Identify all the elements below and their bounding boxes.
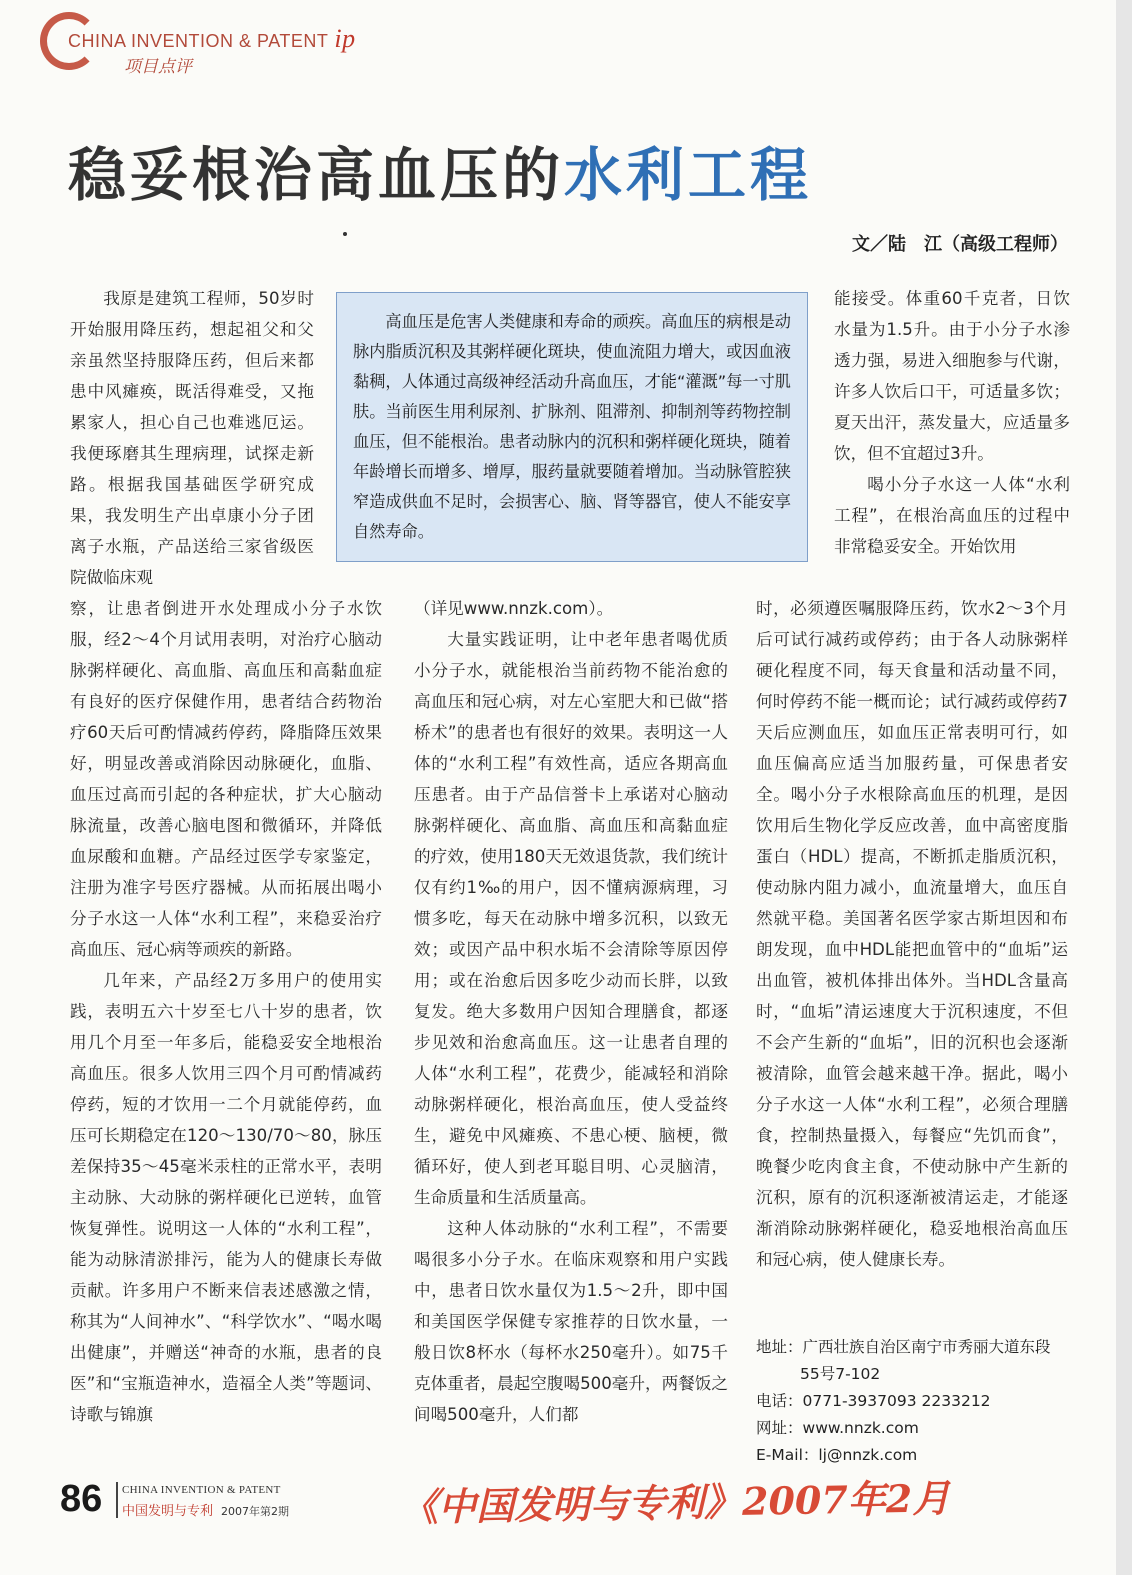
address: 广西壮族自治区南宁市秀丽大道东段 (802, 1338, 1051, 1356)
article-title-main: 稳妥根治高血压的 (68, 141, 565, 209)
address-row-2: 55号7-102 (800, 1365, 881, 1383)
column-1-upper (70, 283, 314, 593)
handwritten-note: 《中国发明与专利》2007年2月 (399, 1475, 951, 1530)
article-byline: 文／陆 江（高级工程师） (852, 234, 1068, 255)
paragraph-continued: 察，让患者倒进开水处理成小分子水饮服，经2～4个月试用表明，对治疗心脑动脉粥样硬化、高血脂、高血压和高黏血症有良好的医疗保健作用，患者结合药物治疗60天后可酌情减药停药，降脂降压效果好，明显改善或消除因动脉硬化，血脂、血压过高而引起的各种症状，扩大心脑动脉流量，改善心脑电图和微循环，并降低血尿酸和血糖。产品经过医学专家鉴定，注册为准字号医疗器械。从而拓展出喝小分子水这一人体“水利工程”，来稳妥治疗高血压、冠心病等顽疾的新路。 (70, 599, 382, 959)
paragraph-continued: （详见www.nnzk.com）。 (414, 599, 614, 618)
footer-divider (116, 1482, 118, 1518)
column-2 (414, 593, 728, 1430)
website: www.nnzk.com (802, 1419, 919, 1437)
paragraph: 喝小分子水这一人体“水利工程”，在根治高血压的过程中非常稳妥安全。开始饮用 (834, 475, 1070, 556)
article-title-highlight: 水利工程 (564, 141, 813, 209)
footer-issue: 2007年第2期 (221, 1505, 290, 1518)
page-footer (60, 1475, 1120, 1530)
abstract-text: 高血压是危害人类健康和寿命的顽疾。高血压的病根是动脉内脂质沉积及其粥样硬化斑块，使血流阻力增大，或因血液黏稠，人体通过高级神经活动升高血压，才能“灌溉”每一寸肌肤。当前医生用利尿剂、扩脉剂、阻滞剂、抑制剂等药物控制血压，但不能根治。患者动脉内的沉积和粥样硬化斑块，随着年龄增长而增多、增厚，服药量就要随着增加。当动脉管腔狭窄造成供血不足时，会损害心、脑、肾等器官，使人不能安享自然寿命。 (353, 312, 791, 541)
email: lj@nnzk.com (818, 1446, 918, 1464)
phone: 0771-3937093 2233212 (802, 1392, 991, 1410)
footer-journal-cn: 中国发明与专利 2007年第2期 (122, 1504, 290, 1519)
section-label: 项目点评 (124, 57, 192, 77)
address-row: 地址：广西壮族自治区南宁市秀丽大道东段 (756, 1338, 1051, 1356)
paragraph: 这种人体动脉的“水利工程”，不需要喝很多小分子水。在临床观察和用户实践中，患者日饮水量仅为1.5～2升，即中国和美国医学保健专家推荐的日饮水量，一般日饮8杯水（每杯水250毫升）。如75千克体重者，晨起空腹喝500毫升，两餐饭之间喝500毫升，人们都 (414, 1219, 728, 1424)
phone-row: 电话：0771-3937093 2233212 (756, 1392, 991, 1410)
email-row: E-Mail：lj@nnzk.com (756, 1446, 918, 1464)
paragraph: 我原是建筑工程师，50岁时开始服用降压药，想起祖父和父亲虽然坚持服降压药，但后来都患中风瘫痪，既活得难受，又拖累家人，担心自己也难逃厄运。我便琢磨其生理病理，试探走新路。根据我国基础医学研究成果，我发明生产出卓康小分子团离子水瓶，产品送给三家省级医院做临床观 (70, 289, 314, 587)
journal-header-ip: ip (334, 24, 356, 53)
website-row: 网址：www.nnzk.com (756, 1419, 919, 1437)
paragraph: 大量实践证明，让中老年患者喝优质小分子水，就能根治当前药物不能治愈的高血压和冠心病，对左心室肥大和已做“搭桥术”的患者也有很好的效果。表明这一人体的“水利工程”有效性高，适应各期高血压患者。由于产品信誉卡上承诺对心脑动脉粥样硬化、高血脂、高血压和高黏血症的疗效，使用180天无效退货款，我们统计仅有约1‰的用户，因不懂病源病理，习惯多吃，每天在动脉中增多沉积，以致无效；或因产品中积水垢不会清除等原因停用；或在治愈后因多吃少动而长胖，以致复发。绝大多数用户因知合理膳食，都逐步见效和治愈高血压。这一让患者自理的人体“水利工程”，花费少，能减轻和消除动脉粥样硬化，根治高血压，使人受益终生，避免中风瘫痪、不患心梗、脑梗，微循环好，使人到老耳聪目明、心灵脑清，生命质量和生活质量高。 (414, 630, 728, 1207)
paragraph-continued: 时，必须遵医嘱服降压药，饮水2～3个月后可试行减药或停药；由于各人动脉粥样硬化程度不同，每天食量和活动量不同，何时停药不能一概而论；试行减药或停药7天后应测血压，如血压正常表明可行，如血压偏高应适当加服药量，可保患者安全。喝小分子水根除高血压的机理，是因饮用后生物化学反应改善，血中高密度脂蛋白（HDL）提高，不断抓走脂质沉积，使动脉内阻力减小，血流量增大，血压自然就平稳。美国著名医学家古斯坦因和布朗发现，血中HDL能把血管中的“血垢”运出血管，被机体排出体外。当HDL含量高时，“血垢”清运速度大于沉积速度，不但不会产生新的“血垢”，旧的沉积也会逐渐被清除，血管会越来越干净。据此，喝小分子水这一人体“水利工程”，必须合理膳食，控制热量摄入，每餐应“先饥而食”，晚餐少吃肉食主食，不使动脉中产生新的沉积，原有的沉积逐渐被清运走，才能逐渐消除动脉粥样硬化，稳妥地根治高血压和冠心病，使人健康长寿。 (756, 599, 1068, 1269)
decorative-dot (343, 232, 347, 236)
paragraph-continued: 能接受。体重60千克者，日饮水量为1.5升。由于小分子水渗透力强，易进入细胞参与代谢，许多人饮后口干，可适量多饮；夏天出汗，蒸发量大，应适量多饮，但不宜超过3升。 (834, 289, 1070, 463)
contact-info (756, 1334, 1076, 1469)
footer-journal-en: CHINA INVENTION & PATENT (122, 1484, 281, 1496)
column-3-lower (756, 593, 1068, 1275)
abstract-box (336, 292, 808, 562)
column-3-upper (834, 283, 1070, 562)
page-edge (1116, 0, 1132, 1575)
journal-header (40, 12, 400, 77)
page-number: 86 (60, 1478, 103, 1520)
article-title (68, 128, 812, 212)
paragraph: 几年来，产品经2万多用户的使用实践，表明五六十岁至七八十岁的患者，饮用几个月至一年多后，能稳妥安全地根治高血压。很多人饮用三四个月可酌情减药停药，短的才饮用一二个月就能停药，血压可长期稳定在120～130/70～80，脉压差保持35～45毫米汞柱的正常水平，表明主动脉、大动脉的粥样硬化已逆转，血管恢复弹性。说明这一人体的“水利工程”，能为动脉清淤排污，能为人的健康长寿做贡献。许多用户不断来信表述感激之情，称其为“人间神水”、“科学饮水”、“喝水喝出健康”，并赠送“神奇的水瓶，患者的良医”和“宝瓶造神水，造福全人类”等题词、诗歌与锦旗 (70, 971, 382, 1424)
journal-header-en: CHINA INVENTION & PATENT ip (68, 24, 356, 53)
